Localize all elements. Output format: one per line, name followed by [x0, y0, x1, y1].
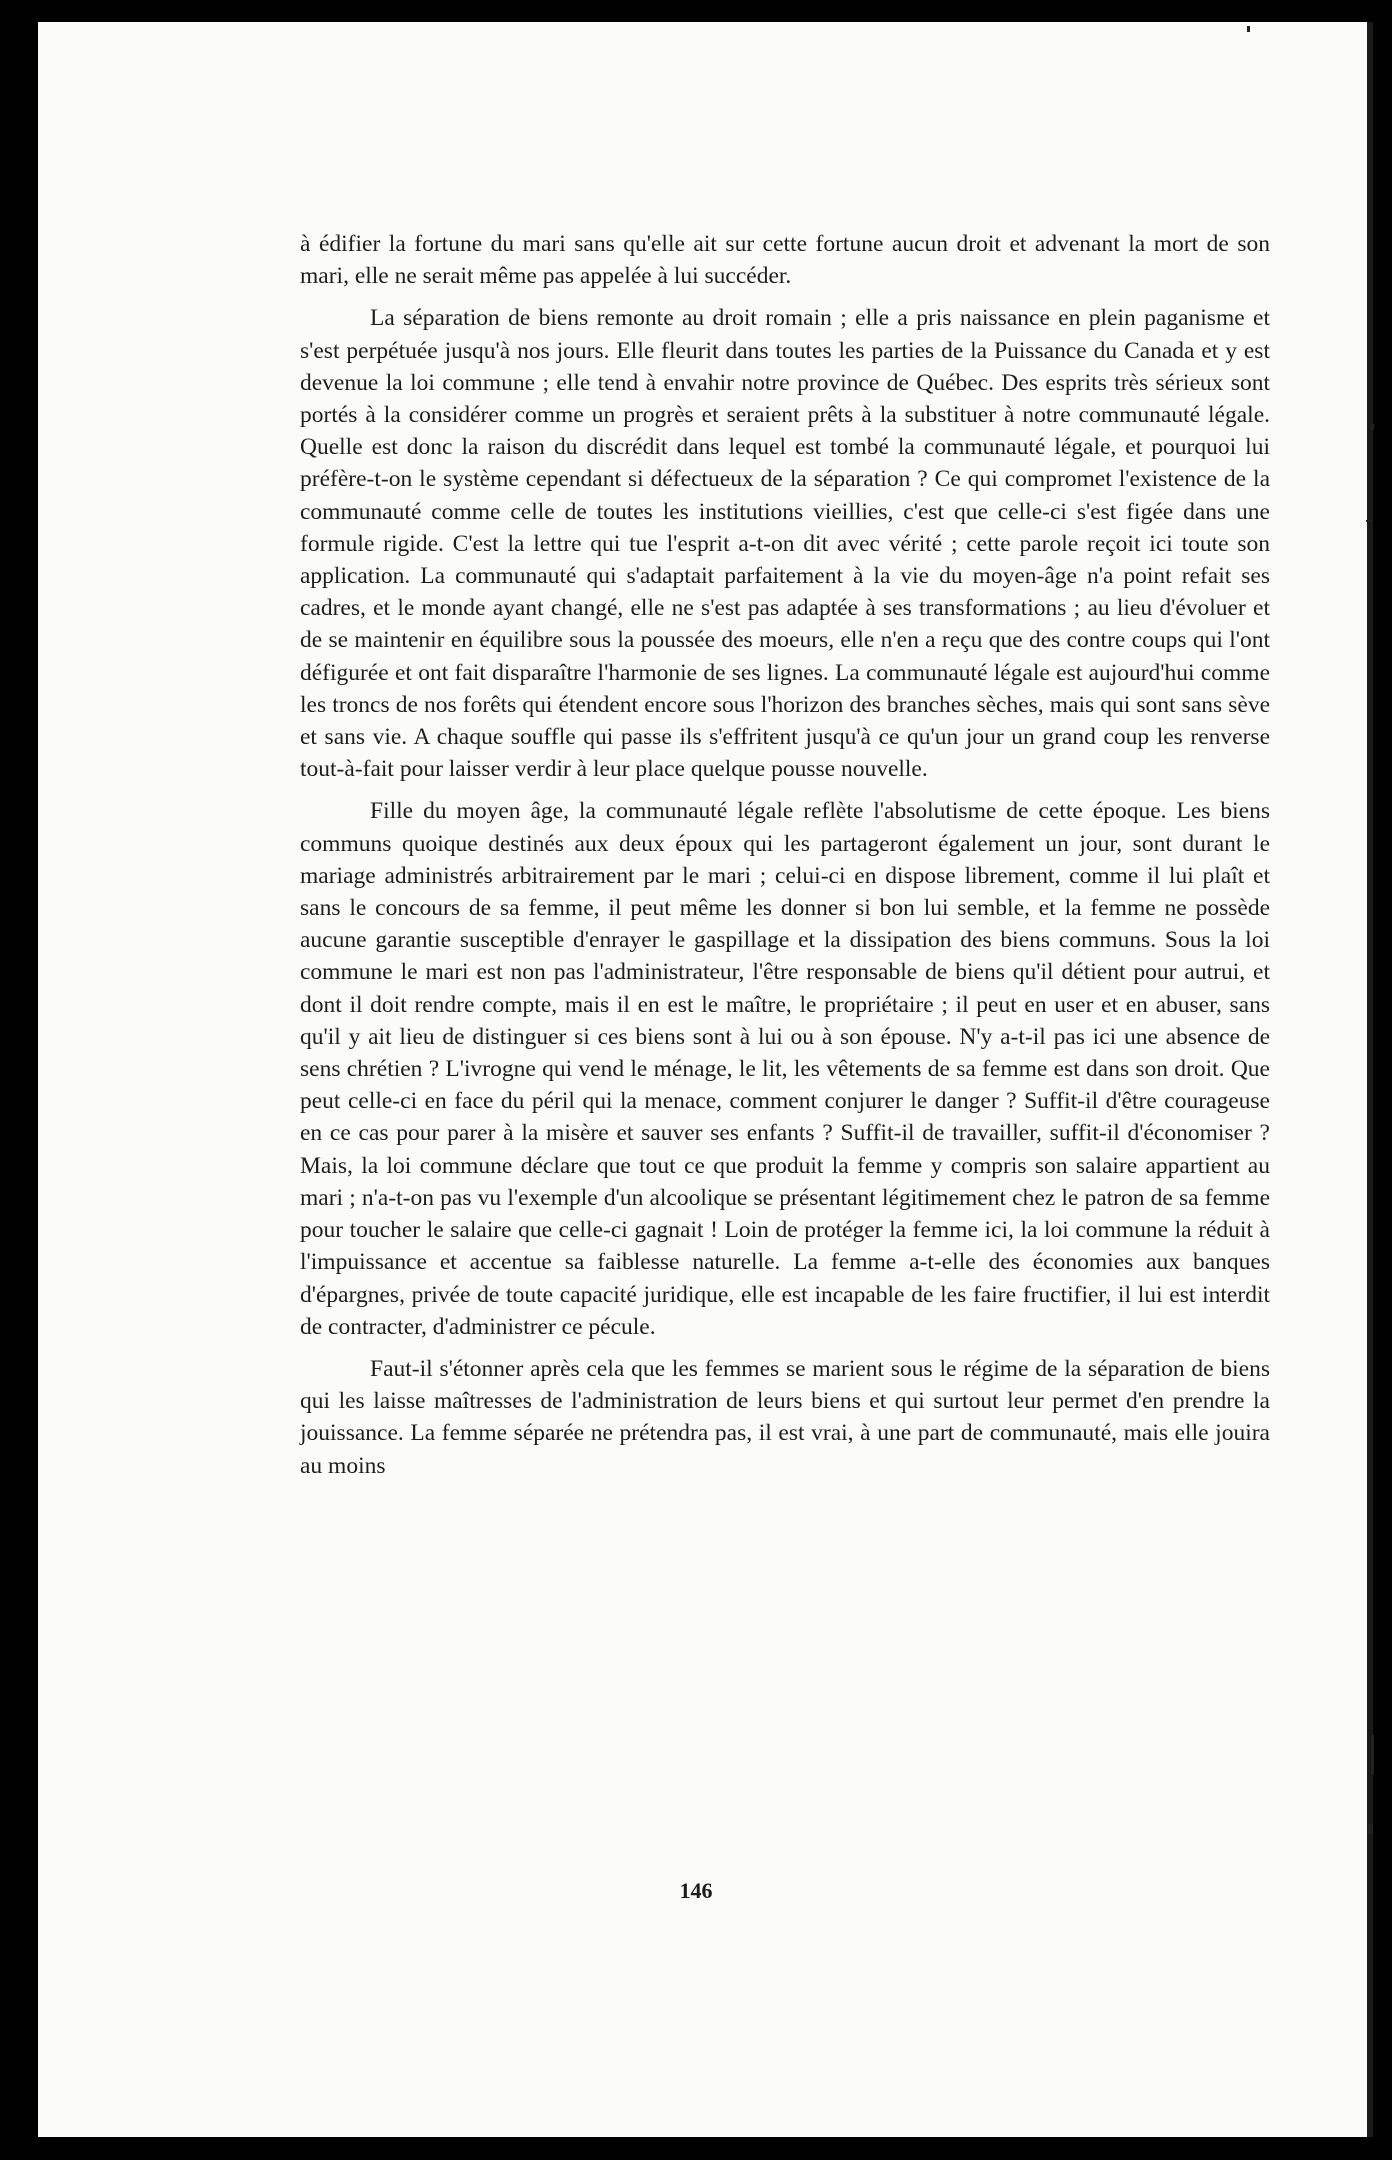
margin-speck	[1371, 1735, 1374, 1775]
margin-speck	[1247, 26, 1250, 32]
margin-speck	[1371, 424, 1374, 430]
paragraph: à édifier la fortune du mari sans qu'elle ait sur cette fortune aucun droit et advenant la mort de son mari, elle ne serait même pas appelée à lui succéder.	[300, 231, 1270, 290]
paragraph: La séparation de biens remonte au droit romain ; elle a pris naissance en plein paganisme et s'est perpétuée jusqu'à nos jours. Elle fleurit dans toutes les parties de la Puissance du Canada et y est devenue la loi commune ; elle tend à envahir notre province de Québec. Des esprits très sérieux sont portés à la considérer comme un progrès et seraient prêts à la substituer à notre communauté légale. Quelle est donc la raison du discrédit dans lequel est tombé la communauté légale, et pourquoi lui préfère-t-on le système cependant si défectueux de la séparation ? Ce qui compromet l'existence de la communauté comme celle de toutes les institutions vieillies, c'est que celle-ci s'est figée dans une formule rigide. C'est la lettre qui tue l'esprit a-t-on dit avec vérité ; cette parole reçoit ici toute son application. La communauté qui s'adaptait parfaitement à la vie du moyen-âge n'a point refait ses cadres, et le monde ayant changé, elle ne s'est pas adaptée à ses transformations ; au lieu d'évoluer et de se maintenir en équilibre sous la poussée des moeurs, elle n'en a reçu que des contre coups qui l'ont défigurée et ont fait disparaître l'harmonie de ses lignes. La communauté légale est aujourd'hui comme les troncs de nos forêts qui étendent encore sous l'horizon des branches sèches, mais qui sont sans sève et sans vie. A chaque souffle qui passe ils s'effritent jusqu'à ce qu'un jour un grand coup les renverse tout-à-fait pour laisser verdir à leur place quelque pousse nouvelle.	[300, 305, 1270, 783]
body-text	[300, 228, 1270, 1492]
paragraph: Fille du moyen âge, la communauté légale reflète l'absolutisme de cette époque. Les biens communs quoique destinés aux deux époux qui les partageront également un jour, sont durant le mariage administrés arbitrairement par le mari ; celui-ci en dispose librement, comme il lui plaît et sans le concours de sa femme, il peut même les donner si bon lui semble, et la femme ne possède aucune garantie susceptible d'enrayer le gaspillage et la dissipation des biens communs. Sous la loi commune le mari est non pas l'administrateur, l'être responsable de biens qu'il détient pour autrui, et dont il doit rendre compte, mais il en est le maître, le propriétaire ; il peut en user et en abuser, sans qu'il y ait lieu de distinguer si ces biens sont à lui ou à son épouse. N'y a-t-il pas ici une absence de sens chrétien ? L'ivrogne qui vend le ménage, le lit, les vêtements de sa femme est dans son droit. Que peut celle-ci en face du péril qui la menace, comment conjurer le danger ? Suffit-il d'être courageuse en ce cas pour parer à la misère et sauver ses enfants ? Suffit-il de travailler, suffit-il d'économiser ? Mais, la loi commune déclare que tout ce que produit la femme y compris son salaire appartient au mari ; n'a-t-on pas vu l'exemple d'un alcoolique se présentant légitimement chez le patron de sa femme pour toucher le salaire que celle-ci gagnait ! Loin de protéger la femme ici, la loi commune la réduit à l'impuissance et accentue sa faiblesse naturelle. La femme a-t-elle des économies aux banques d'épargnes, privée de toute capacité juridique, elle est incapable de les faire fructifier, il lui est interdit de contracter, d'administrer ce pécule.	[300, 798, 1270, 1340]
paragraph: Faut-il s'étonner après cela que les femmes se marient sous le régime de la séparation de biens qui les laisse maîtresses de l'administration de leurs biens et qui surtout leur permet d'en prendre la jouissance. La femme séparée ne prétendra pas, il est vrai, à une part de communauté, mais elle jouira au moins	[300, 1355, 1270, 1479]
margin-speck	[1366, 520, 1372, 522]
page-number: 146	[679, 1878, 713, 1903]
page-edge-shadow	[1367, 22, 1373, 2137]
margin-speck	[1368, 1824, 1373, 1834]
